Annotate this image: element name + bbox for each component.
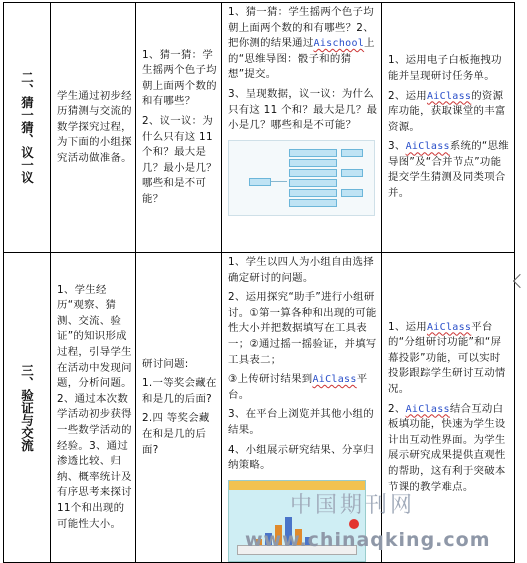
task-head: 研讨问题:	[142, 357, 189, 370]
tech-1	[382, 318, 514, 400]
activity-text-2: 2、运用探究“助手”进行小组研讨。①第一算各种和出现的可能性大小并把数据填写在工具表一；②通过摇一摇验证，并填写工具表二；	[228, 291, 377, 366]
aischool-link: Aischool	[313, 38, 365, 50]
row-insert-marker-icon	[513, 274, 527, 288]
tech-1-tail: 平台的“分组研讨功能”和“屏幕投影”功能，可以实时投影跟踪学生研讨互动情况。	[388, 320, 506, 395]
activity-text-2: 3、呈现数据，议一议：为什么只有这 11 个和？最大是几？最小是几？哪些和是不可能？	[228, 87, 378, 132]
tech-2-pre: 2、	[388, 402, 406, 415]
task-cell	[136, 253, 222, 563]
aiclass-link: AiClass	[312, 374, 357, 386]
tech-2-tail: 的资源库功能，获取课堂的丰富资源。	[388, 89, 506, 133]
tech-2	[382, 87, 514, 138]
tech-2-pre: 2、运用	[388, 89, 427, 102]
task-1: 1、猜一猜：学生摇两个色子均朝上面两个数的和有哪些？	[142, 48, 217, 108]
task-1: 1.一等奖会藏在和是几的后面?	[142, 377, 217, 405]
watermark-cn: 中国期刊网	[290, 493, 416, 518]
stage-cell	[4, 3, 51, 253]
tech-1-pre: 1、运用	[388, 320, 427, 333]
activity-text-1: 1、学生以四人为小组自由选择确定研讨的问题。	[228, 256, 374, 284]
activity-text-5: 4、小组展示研究结果、分享归纳策略。	[228, 443, 374, 472]
aiclass-link: AiClass	[426, 321, 472, 333]
aiclass-link: AiClass	[405, 403, 450, 415]
student-goal-cell	[51, 253, 136, 563]
aiclass-link: AiClass	[405, 141, 450, 153]
tech-3-pre: 3、	[388, 140, 406, 153]
task-cell	[136, 3, 222, 253]
table-row	[4, 253, 515, 563]
table-row	[4, 3, 515, 253]
activity-text-1	[222, 3, 381, 85]
tech-3-tail: 系统的“思维导图”及“合并节点”功能提交学生猜测及同类项合并。	[388, 140, 509, 200]
activity-p1-tail: 上的“思维导图：骰子和的猜想”提交。	[228, 37, 375, 81]
lesson-plan-table	[3, 2, 515, 563]
tech-1: 1、运用电子白板拖拽功能并呈现研讨任务单。	[388, 54, 502, 82]
student-goal-text: 1、学生经历“观察、猜测、交流、验证”的知识形成过程，引导学生在活动中发现问题，分析问题。2、通过本次数学活动初步获得一些数学活动的经验。3、通过渗透比较、归纳、概率统计及有序思考来探讨11个和出现的可能性大小。	[57, 283, 132, 530]
tech-3	[382, 137, 514, 203]
activity-text-3	[222, 370, 381, 405]
task-2: 2.四 等奖会藏在和是几的后面?	[142, 412, 210, 456]
activity-text-4: 3、在平台上浏览并其他小组的结果。	[228, 408, 374, 436]
watermark-url: www.chinaqking.com	[245, 529, 491, 551]
aiclass-link: AiClass	[426, 90, 472, 102]
stage-label: 二、猜一猜、议一议	[19, 71, 35, 184]
tech-2	[382, 400, 514, 498]
stage-label: 三、验证与交流	[19, 363, 35, 452]
activity-p1: 1、猜一猜：学生摇两个色子均朝上面两个数的和有哪些？2、把你测的结果通过	[228, 6, 374, 50]
student-goal-cell	[51, 3, 136, 253]
activity-p3-pre: ③上传研讨结果到	[228, 373, 313, 386]
student-goal-text: 学生通过初步经历猜测与交流的数学探究过程，为下面的小组探究活动做准备。	[57, 89, 132, 164]
activity-p3-tail: 平台。	[228, 373, 368, 401]
tech-cell	[382, 3, 515, 253]
tech-2-tail: 结合互动白板填功能，快速为学生设计出互动性界面。为学生展示研究成果提供直观性的帮助，这有利于突破本节课的教学难点。	[388, 402, 506, 493]
task-2: 2、议一议：为什么只有这 11个和？最大是几？最小是几？哪些和是不可能？	[142, 114, 217, 205]
activity-cell	[222, 3, 382, 253]
stage-cell	[4, 253, 51, 563]
mindmap-screenshot	[228, 140, 375, 216]
